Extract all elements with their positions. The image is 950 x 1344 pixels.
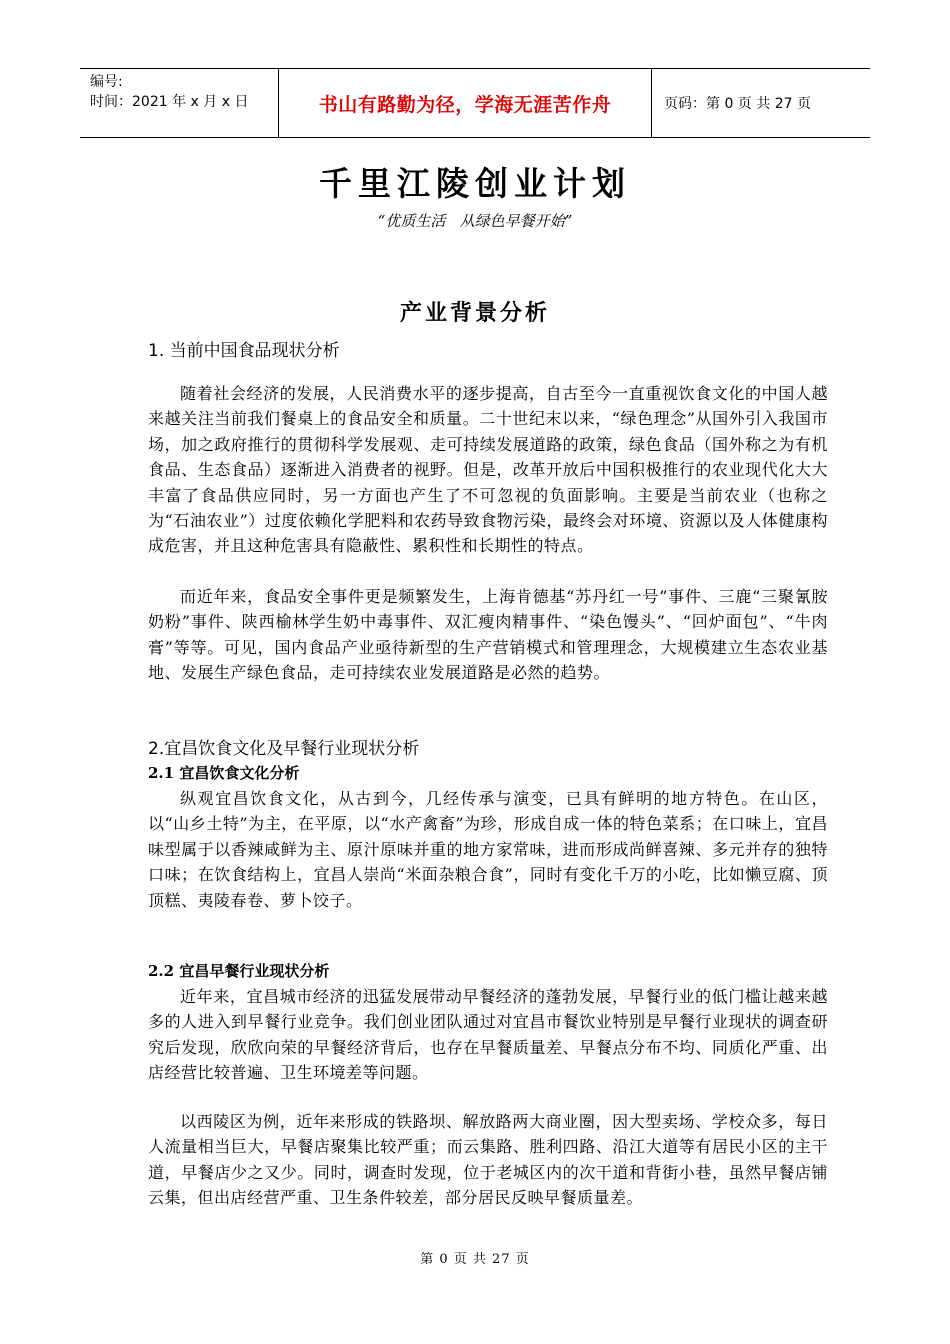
header-page-info: 页码：第 0 页 共 27 页	[664, 96, 811, 112]
header-motto: 书山有路勤为径，学海无涯苦作舟	[278, 69, 652, 137]
heading-2-2: 2.2 宜昌早餐行业现状分析	[148, 962, 330, 980]
document-title: 千里江陵创业计划	[319, 164, 631, 203]
page-footer: 第 0 页 共 27 页	[420, 1252, 530, 1267]
paragraph-1-1: 随着社会经济的发展，人民消费水平的逐步提高，自古至今一直重视饮食文化的中国人越来越关注当前我们餐桌上的食品安全和质量。二十世纪末以来，“绿色理念”从国外引入我国市场，加之政府推行的贯彻科学发展观、走可持续发展道路的政策，绿色食品（国外称之为有机食品、生态食品）逐渐进入消费者的视野。但是，改革开放后中国积极推行的农业现代化大大丰富了食品供应同时，另一方面也产生了不可忽视的负面影响。主要是当前农业（也称之为“石油农业”）过度依赖化学肥料和农药导致食物污染，最终会对环境、资源以及人体健康构成危害，并且这种危害具有隐蔽性、累积性和长期性的特点。	[148, 384, 828, 556]
page-header	[80, 68, 870, 138]
document-subtitle: “优质生活 从绿色早餐开始”	[377, 212, 573, 230]
header-meta	[80, 69, 278, 137]
header-number-label: 编号:	[90, 74, 123, 90]
heading-2-1: 2.1 宜昌饮食文化分析	[148, 764, 300, 782]
paragraph-2-1: 纵观宜昌饮食文化，从古到今，几经传承与演变，已具有鲜明的地方特色。在山区，以“山乡土特”为主，在平原，以“水产禽畜”为珍，形成自成一体的特色菜系；在口味上，宜昌味型属于以香辣咸鲜为主、原汁原味并重的地方家常味，进而形成尚鲜喜辣、多元并存的独特口味；在饮食结构上，宜昌人崇尚“米面杂粮合食”，同时有变化千万的小吃，比如懒豆腐、顶顶糕、夷陵春卷、萝卜饺子。	[148, 789, 828, 910]
heading-1: 1. 当前中国食品现状分析	[148, 341, 340, 361]
heading-2: 2.宜昌饮食文化及早餐行业现状分析	[148, 739, 420, 759]
header-time: 时间：2021 年 x 月 x 日	[90, 94, 249, 110]
section-title: 产业背景分析	[399, 300, 550, 326]
paragraph-2-2-1: 近年来，宜昌城市经济的迅猛发展带动早餐经济的蓬勃发展，早餐行业的低门槛让越来越多的人进入到早餐行业竞争。我们创业团队通过对宜昌市餐饮业特别是早餐行业现状的调查研究后发现，欣欣向荣的早餐经济背后，也存在早餐质量差、早餐点分布不均、同质化严重、出店经营比较普遍、卫生环境差等问题。	[148, 987, 828, 1083]
paragraph-2-2-2: 以西陵区为例，近年来形成的铁路坝、解放路两大商业圈，因大型卖场、学校众多，每日人流量相当巨大，早餐店聚集比较严重；而云集路、胜利四路、沿江大道等有居民小区的主干道，早餐店少之又少。同时，调查时发现，位于老城区内的次干道和背街小巷，虽然早餐店铺云集，但出店经营严重、卫生条件较差，部分居民反映早餐质量差。	[148, 1112, 828, 1208]
paragraph-1-2: 而近年来，食品安全事件更是频繁发生，上海肯德基“苏丹红一号”事件、三鹿“三聚氰胺奶粉”事件、陕西榆林学生奶中毒事件、双汇瘦肉精事件、“染色馒头”、“回炉面包”、“牛肉膏”等等。可见，国内食品产业亟待新型的生产营销模式和管理理念，大规模建立生态农业基地、发展生产绿色食品，走可持续农业发展道路是必然的趋势。	[148, 587, 828, 683]
